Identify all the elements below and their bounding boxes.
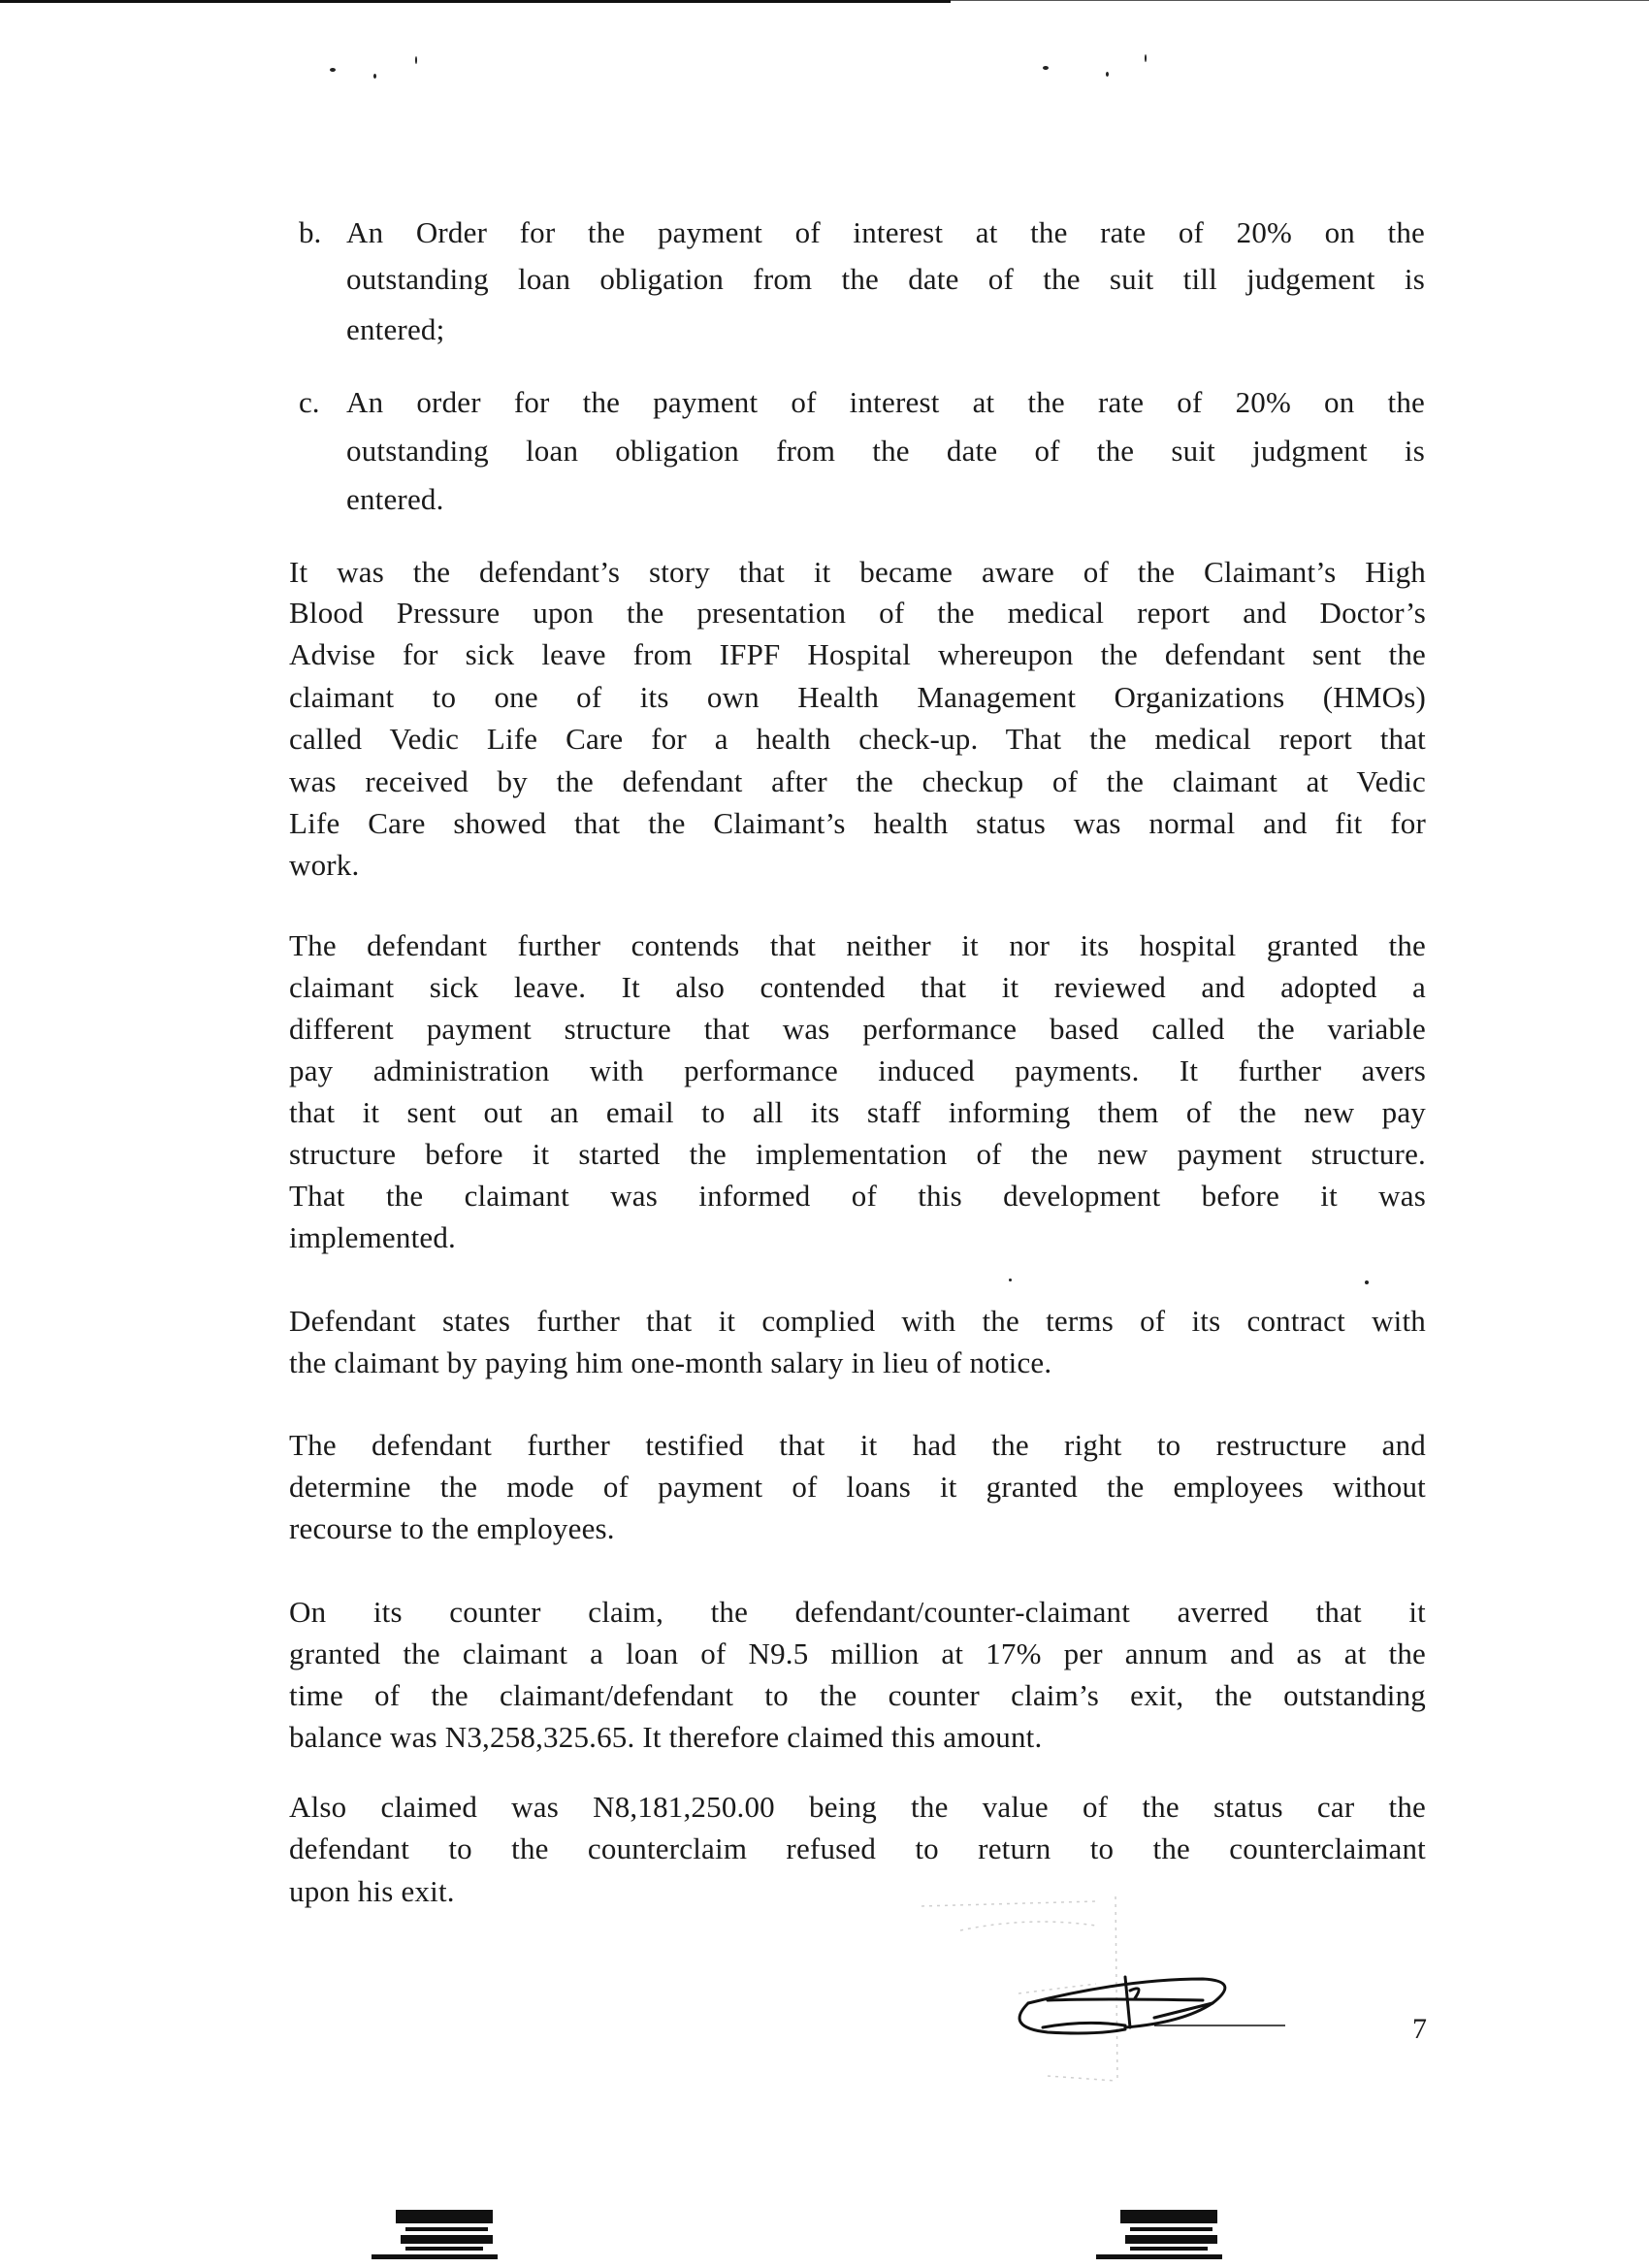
- paragraph-line: balance was N3,258,325.65. It therefore claimed this amount.: [289, 1720, 1043, 1754]
- list-item-line: An order for the payment of interest at the rate of 20% on the: [346, 385, 1425, 419]
- paragraph-line: granted the claimant a loan of N9.5 million at 17% per annum and as at the: [289, 1636, 1426, 1670]
- scan-speck: [1365, 1280, 1369, 1284]
- paragraph-line: structure before it started the implementation of the new payment structure.: [289, 1137, 1426, 1171]
- paragraph-line: Life Care showed that the Claimant’s health status was normal and fit for: [289, 806, 1426, 840]
- paragraph-line: claimant sick leave. It also contended that it reviewed and adopted a: [289, 970, 1426, 1004]
- scan-speck: [330, 68, 336, 72]
- paragraph-line: The defendant further contends that neither it nor its hospital granted the: [289, 928, 1426, 962]
- paragraph-line: determine the mode of payment of loans it granted the employees without: [289, 1470, 1426, 1504]
- paragraph-line: the claimant by paying him one-month salary in lieu of notice.: [289, 1345, 1052, 1379]
- scan-speck: [415, 56, 417, 64]
- list-item-line: outstanding loan obligation from the date of the suit till judgement is: [346, 262, 1425, 296]
- list-item-line: entered.: [346, 482, 444, 516]
- list-item-line: outstanding loan obligation from the date of the suit judgment is: [346, 434, 1425, 468]
- paragraph-line: It was the defendant’s story that it became aware of the Claimant’s High: [289, 555, 1426, 589]
- paragraph-line: claimant to one of its own Health Management Organizations (HMOs): [289, 680, 1426, 714]
- paragraph-line: Blood Pressure upon the presentation of the medical report and Doctor’s: [289, 596, 1426, 630]
- paragraph-line: Defendant states further that it complied with the terms of its contract with: [289, 1304, 1426, 1338]
- paragraph-line: implemented.: [289, 1220, 456, 1254]
- paragraph-line: Also claimed was N8,181,250.00 being the value of the status car the: [289, 1790, 1426, 1824]
- scan-bar-mark: [1091, 2202, 1246, 2260]
- paragraph-line: that it sent out an email to all its staff informing them of the new pay: [289, 1095, 1426, 1129]
- paragraph-line: On its counter claim, the defendant/counter-claimant averred that it: [289, 1595, 1426, 1629]
- paragraph-line: time of the claimant/defendant to the counter claim’s exit, the outstanding: [289, 1678, 1426, 1712]
- scan-bar-mark: [367, 2202, 522, 2260]
- page-number: 7: [1412, 2013, 1427, 2045]
- paragraph-line: That the claimant was informed of this development before it was: [289, 1179, 1426, 1213]
- list-item-label: c.: [299, 385, 320, 419]
- paragraph-line: different payment structure that was performance based called the variable: [289, 1012, 1426, 1046]
- paragraph-line: was received by the defendant after the checkup of the claimant at Vedic: [289, 764, 1426, 798]
- scan-speck: [373, 74, 376, 79]
- paragraph-line: Advise for sick leave from IFPF Hospital whereupon the defendant sent the: [289, 637, 1426, 671]
- signature: [1009, 1969, 1300, 2047]
- paragraph-line: pay administration with performance induced payments. It further avers: [289, 1053, 1426, 1087]
- scan-edge-mark: [0, 0, 951, 3]
- paragraph-line: defendant to the counterclaim refused to return to the counterclaimant: [289, 1831, 1426, 1865]
- list-item-label: b.: [299, 215, 322, 249]
- list-item-line: An Order for the payment of interest at the rate of 20% on the: [346, 215, 1425, 249]
- list-item-line: entered;: [346, 312, 445, 346]
- paragraph-line: recourse to the employees.: [289, 1511, 615, 1545]
- paragraph-line: work.: [289, 848, 360, 882]
- paragraph-line: The defendant further testified that it had the right to restructure and: [289, 1428, 1426, 1462]
- paragraph-line: upon his exit.: [289, 1874, 455, 1908]
- scan-speck: [1145, 54, 1147, 62]
- scan-speck: [1009, 1279, 1012, 1281]
- scan-speck: [1106, 72, 1109, 77]
- paragraph-line: called Vedic Life Care for a health check-up. That the medical report that: [289, 722, 1426, 756]
- scan-speck: [1043, 66, 1049, 70]
- scan-edge-mark: [951, 0, 1649, 1]
